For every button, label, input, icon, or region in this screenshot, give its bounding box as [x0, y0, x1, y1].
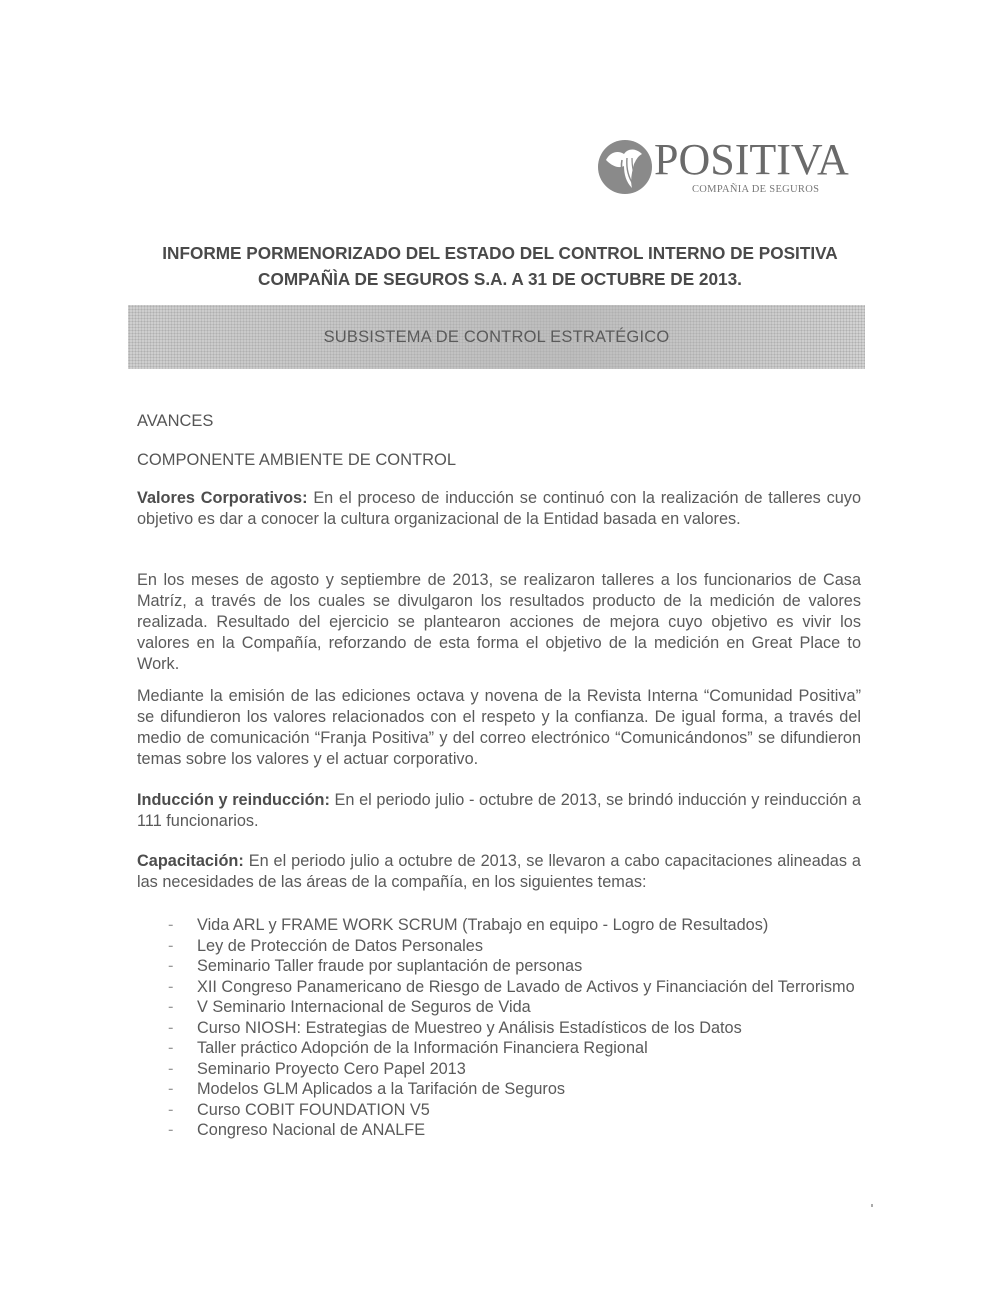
section-banner-label: SUBSISTEMA DE CONTROL ESTRATÉGICO [323, 327, 670, 346]
scan-speck [871, 1204, 873, 1207]
list-bullet: - [168, 936, 174, 955]
list-item-text: Congreso Nacional de ANALFE [197, 1121, 426, 1139]
logo-subtitle: COMPAÑIA DE SEGUROS [692, 184, 820, 195]
company-logo [596, 136, 856, 198]
list-item-text: Curso NIOSH: Estrategias de Muestreo y Análisis Estadísticos de los Datos [197, 1018, 742, 1037]
paragraph-text: En el proceso de inducción se continuó con la realización de talleres cuyo objetivo es dar a conocer la cultura organizacional de la Entidad basada en valores. [137, 489, 862, 528]
list-item-text: V Seminario Internacional de Seguros de Vida [197, 998, 531, 1016]
list-bullet: - [168, 1100, 174, 1119]
list-item [168, 1038, 868, 1059]
title-line-2: COMPAÑÌA DE SEGUROS S.A. A 31 DE OCTUBRE DE 2013. [258, 269, 742, 289]
capacitaciones-list [168, 915, 868, 1141]
list-item [168, 997, 868, 1018]
list-bullet: - [168, 1039, 174, 1057]
list-item-text: Seminario Taller fraude por suplantación de personas [197, 957, 583, 975]
paragraph-talleres: En los meses de agosto y septiembre de 2013, se realizaron talleres a los funcionarios de Casa Matríz, a través de los cuales se divulgaron los resultados producto de la medición de valores realizada. Resultado del ejercicio se plantearon acciones de mejora cuyo objetivo es vivir los valores en la Compañía, reforzando de esta forma el objetivo de la medición en Great Place to Work. [137, 571, 861, 673]
paragraph-text: En el periodo julio - octubre de 2013, se brindó inducción y reinducción a 111 funcionarios. [137, 791, 861, 830]
list-item [168, 956, 868, 977]
title-line-1: INFORME PORMENORIZADO DEL ESTADO DEL CONTROL INTERNO DE POSITIVA [162, 243, 838, 263]
section-banner [128, 305, 865, 369]
list-bullet: - [168, 1121, 174, 1139]
paragraph-induccion [137, 790, 861, 832]
list-item [168, 936, 868, 957]
list-item [168, 977, 868, 998]
list-bullet: - [168, 957, 174, 975]
paragraph-label: Inducción y reinducción: [137, 791, 330, 809]
heading-avances: AVANCES [137, 412, 214, 430]
paragraph-label: Capacitación: [137, 852, 244, 870]
paragraph-text: En el periodo julio a octubre de 2013, se llevaron a cabo capacitaciones alineadas a las necesidades de las áreas de la compañía, en los siguientes temas: [137, 852, 861, 891]
list-item [168, 1079, 868, 1100]
list-bullet: - [168, 1059, 174, 1078]
paragraph-capacitacion [137, 851, 861, 893]
list-bullet: - [168, 1080, 174, 1098]
heading-componente: COMPONENTE AMBIENTE DE CONTROL [137, 451, 457, 469]
list-item [168, 1100, 868, 1121]
list-item-text: Modelos GLM Aplicados a la Tarifación de Seguros [197, 1080, 566, 1098]
document-title [130, 240, 870, 292]
list-item-text: XII Congreso Panamericano de Riesgo de Lavado de Activos y Financiación del Terrorismo [197, 977, 855, 996]
list-bullet: - [168, 998, 174, 1016]
paragraph-label: Valores Corporativos: [137, 489, 308, 507]
list-bullet: - [168, 1018, 174, 1037]
list-item [168, 1018, 868, 1039]
list-item [168, 915, 868, 936]
paragraph-revista: Mediante la emisión de las ediciones octava y novena de la Revista Interna “Comunidad Positiva” se difundieron los valores relacionados con el respeto y la confianza. De igual forma, a través del medio de comunicación “Franja Positiva” y del correo electrónico “Comunicándonos” se difundieron temas sobre los valores y el actuar corporativo. [137, 687, 861, 768]
list-item [168, 1059, 868, 1080]
list-item [168, 1120, 868, 1141]
list-item-text: Curso COBIT FOUNDATION V5 [197, 1100, 430, 1119]
list-bullet: - [168, 916, 174, 934]
list-item-text: Vida ARL y FRAME WORK SCRUM (Trabajo en equipo - Logro de Resultados) [197, 916, 769, 934]
paragraph-valores-corporativos [137, 488, 861, 530]
list-bullet: - [168, 977, 174, 996]
positiva-emblem-icon [596, 138, 654, 196]
logo-name: POSITIVA [654, 135, 849, 184]
list-item-text: Taller práctico Adopción de la Información Financiera Regional [197, 1039, 648, 1057]
list-item-text: Ley de Protección de Datos Personales [197, 936, 483, 955]
list-item-text: Seminario Proyecto Cero Papel 2013 [197, 1059, 466, 1078]
